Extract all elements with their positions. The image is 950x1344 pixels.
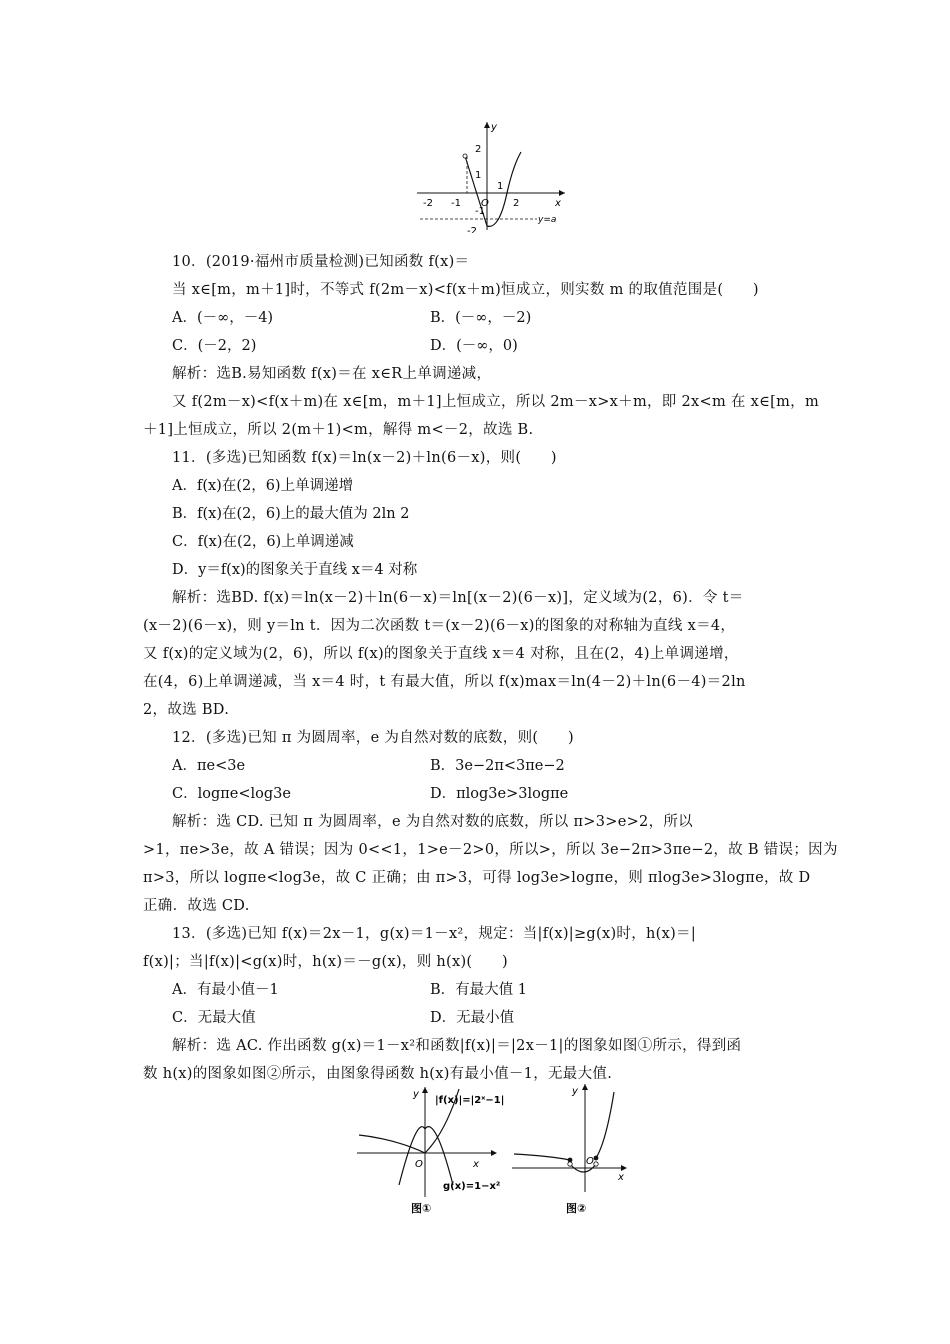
q13-option-c: C．无最大值 — [172, 1010, 256, 1026]
tick-m1: -1 — [451, 198, 461, 209]
q13-solution-1: 解析：选 AC. 作出函数 g(x)＝1－x²和函数|f(x)|＝|2x－1|的图象如图①所示，得到函 — [172, 1038, 742, 1054]
q10-solution-1: 解析：选B.易知函数 f(x)＝在 x∈R上单调递减， — [172, 366, 492, 382]
figure-2 — [510, 1080, 635, 1215]
q12-solution-2: >1，πe>3e，故 A 错误；因为 0<<1，1>e－2>0，所以>，所以 3e−2π>3πe−2，故 B 错误；因为 — [143, 842, 838, 858]
q10-option-b: B．(－∞，－2) — [430, 310, 532, 326]
q11-solution-1: 解析：选BD. f(x)＝ln(x－2)＋ln(6－x)＝ln[(x－2)(6－x)]，定义域为(2，6)．令 t＝ — [172, 590, 744, 606]
q13-option-b: B．有最大值 1 — [430, 982, 527, 998]
fig1-x-label: x — [473, 1159, 479, 1170]
fig2-origin: O — [586, 1156, 594, 1167]
fig2-left-curve — [514, 1154, 570, 1160]
fig1-f-label: |f(x)|=|2ˣ−1| — [435, 1095, 505, 1106]
q13-option-d: D．无最小值 — [430, 1010, 515, 1026]
q12-solution-4: 正确．故选 CD. — [143, 898, 250, 914]
fig2-solid-point-right — [594, 1156, 599, 1161]
line-label: y=a — [538, 215, 557, 225]
q12-option-a: A．πe<3e — [172, 758, 246, 774]
q13-stem-1: 13．(多选)已知 f(x)＝2x－1，g(x)＝1－x²，规定：当|f(x)|≥g(x)时，h(x)＝| — [172, 926, 697, 942]
q12-solution-3: π>3，所以 logπe<log3e，故 C 正确；由 π>3，可得 log3e>logπe，则 πlog3e>3logπe，故 D — [143, 870, 811, 886]
q10-solution-2: 又 f(2m－x)<f(x＋m)在 x∈[m，m＋1]上恒成立，所以 2m－x>x＋m，即 2x<m 在 x∈[m，m — [172, 394, 819, 410]
q11-solution-4: 在(4，6)上单调递减，当 x＝4 时，t 有最大值，所以 f(x)max＝ln(4－2)＋ln(6－4)＝2ln — [143, 674, 746, 690]
y-tick-1: 1 — [475, 170, 482, 181]
q12-option-b: B．3e−2π<3πe−2 — [430, 758, 565, 774]
q10-option-a: A．(－∞，－4) — [172, 310, 274, 326]
fig2-caption: 图② — [566, 1202, 587, 1215]
q10-stem2: 当 x∈[m，m＋1]时，不等式 f(2m－x)<f(x＋m)恒成立，则实数 m 的取值范围是( ) — [172, 282, 759, 298]
q11-solution-3: 又 f(x)的定义域为(2，6)，所以 f(x)的图象关于直线 x＝4 对称，且在(2，4)上单调递增， — [143, 646, 739, 662]
q10-option-c: C．(－2，2) — [172, 338, 257, 354]
q13-stem-2: f(x)|；当|f(x)|<g(x)时，h(x)＝－g(x)，则 h(x)( ) — [143, 954, 508, 970]
curve-right — [487, 152, 521, 226]
tick-2: 2 — [513, 198, 520, 209]
q13-option-a: A．有最小值－1 — [172, 982, 279, 998]
q11-solution-5: 2，故选 BD. — [143, 702, 230, 718]
y-tick-m1: -1 — [475, 206, 485, 217]
q11-option-b: B．f(x)在(2，6)上的最大值为 2ln 2 — [172, 506, 410, 522]
q13-solution-2: 数 h(x)的图象如图②所示，由图象得函数 h(x)有最小值－1，无最大值. — [143, 1066, 613, 1082]
q11-option-c: C．f(x)在(2，6)上单调递减 — [172, 534, 354, 550]
y-label: y — [491, 122, 497, 133]
fig2-open-point-left — [568, 1162, 572, 1166]
fig1-g-label: g(x)=1−x² — [443, 1181, 501, 1192]
top-graph — [415, 118, 575, 233]
tick-m2: -2 — [423, 198, 433, 209]
open-point — [463, 154, 467, 158]
q10-option-d: D．(－∞，0) — [430, 338, 518, 354]
q11-stem: 11．(多选)已知函数 f(x)＝ln(x－2)＋ln(6－x)，则( ) — [172, 450, 557, 466]
fig1-origin: O — [415, 1159, 423, 1170]
q11-option-a: A．f(x)在(2，6)上单调递增 — [172, 478, 354, 494]
tick-1: 1 — [497, 181, 504, 192]
q12-stem: 12．(多选)已知 π 为圆周率，e 为自然对数的底数，则( ) — [172, 730, 574, 746]
q12-solution-1: 解析：选 CD. 已知 π 为圆周率，e 为自然对数的底数，所以 π>3>e>2，所以 — [172, 814, 693, 830]
figure-1 — [355, 1085, 505, 1215]
y-tick-m2: -2 — [467, 226, 477, 233]
fig2-open-point-right — [594, 1162, 598, 1166]
y-tick-2: 2 — [475, 144, 482, 155]
x-label: x — [555, 198, 561, 209]
fig1-y-label: y — [413, 1089, 419, 1100]
q10-solution-3: ＋1]上恒成立，所以 2(m＋1)<m，解得 m<－2，故选 B. — [143, 422, 534, 438]
q11-option-d: D．y＝f(x)的图象关于直线 x＝4 对称 — [172, 562, 418, 578]
q12-option-d: D．πlog3e>3logπe — [430, 786, 569, 802]
q12-option-c: C．logπe<log3e — [172, 786, 291, 802]
fig2-x-label: x — [618, 1172, 624, 1183]
q11-solution-2: (x－2)(6－x)，则 y＝ln t．因为二次函数 t＝(x－2)(6－x)的图象的对称轴为直线 x＝4， — [143, 618, 736, 634]
fig1-caption: 图① — [411, 1202, 432, 1215]
fig2-y-label: y — [572, 1086, 578, 1097]
fig1-g-curve — [399, 1127, 453, 1185]
origin-label: O — [481, 198, 489, 209]
fig2-right-curve — [596, 1092, 614, 1158]
q10-stem: 10．(2019·福州市质量检测)已知函数 f(x)＝ — [172, 254, 470, 270]
